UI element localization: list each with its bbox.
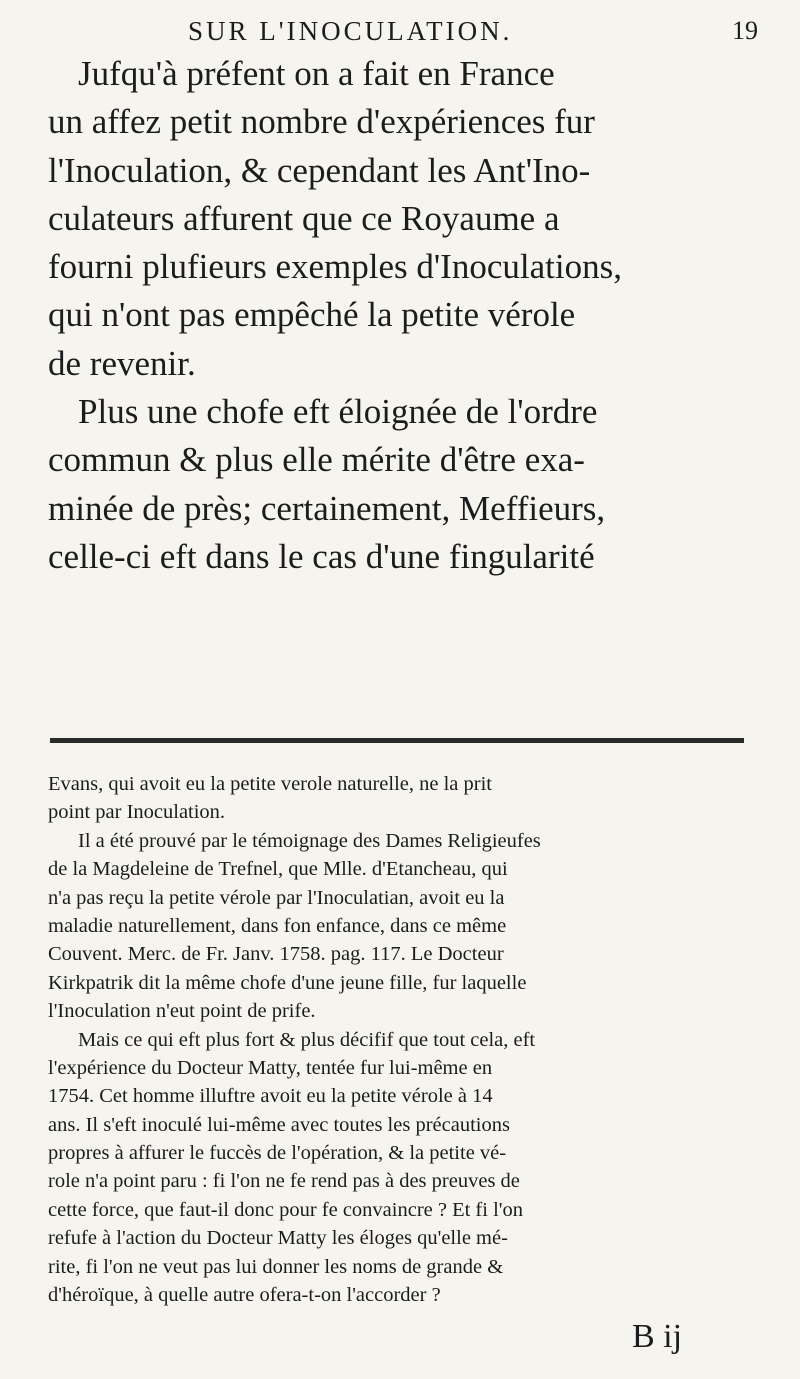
footnote-line: 1754. Cet homme illuftre avoit eu la petite vérole à 14	[48, 1085, 493, 1108]
footnote-line: propres à affurer le fuccès de l'opération, & la petite vé-	[48, 1142, 507, 1165]
text-line: l'Inoculation, & cependant les Ant'Ino-	[48, 150, 591, 190]
signature-mark: B ij	[632, 1318, 683, 1355]
text-line: Jufqu'à préfent on a fait en France	[78, 54, 555, 93]
footnote-line: n'a pas reçu la petite vérole par l'Inoculatian, avoit eu la	[48, 886, 505, 909]
text-line: culateurs affurent que ce Royaume a	[48, 198, 560, 238]
page-number: 19	[732, 16, 758, 45]
text-line: fourni plufieurs exemples d'Inoculations,	[48, 247, 622, 287]
text-line: un affez petit nombre d'expériences fur	[48, 102, 595, 142]
footnote-line: rite, fi l'on ne veut pas lui donner les noms de grande &	[48, 1255, 504, 1278]
footnote-line: Mais ce qui eft plus fort & plus décifif que tout cela, eft	[78, 1028, 536, 1051]
running-head	[188, 16, 758, 48]
footnote-line: role n'a point paru : fi l'on ne fe rend pas à des preuves de	[48, 1170, 520, 1193]
text-line: commun & plus elle mérite d'être exa-	[48, 440, 585, 480]
footnote-separator-rule	[50, 738, 744, 743]
footnote-line: Il a été prouvé par le témoignage des Dames Religieufes	[78, 829, 541, 852]
text-line: qui n'ont pas empêché la petite vérole	[48, 295, 576, 335]
footnote-line: maladie naturellement, dans fon enfance, dans ce même	[48, 914, 507, 937]
footnote-line: Evans, qui avoit eu la petite verole naturelle, ne la prit	[48, 773, 493, 795]
footnote-line: cette force, que faut-il donc pour fe convaincre ? Et fi l'on	[48, 1198, 523, 1221]
text-line: celle-ci eft dans le cas d'une fingularité	[48, 536, 595, 576]
footnote-line: Kirkpatrik dit la même chofe d'une jeune fille, fur laquelle	[48, 971, 527, 994]
footnote-line: point par Inoculation.	[48, 801, 226, 824]
footnotes-block	[48, 770, 753, 1309]
running-title: SUR L'INOCULATION.	[188, 16, 513, 46]
text-line: Plus une chofe eft éloignée de l'ordre	[78, 392, 598, 432]
main-text-block	[48, 50, 788, 581]
text-line: minée de près; certainement, Meffieurs,	[48, 488, 606, 528]
footnote-line: de la Magdeleine de Trefnel, que Mlle. d'Etancheau, qui	[48, 858, 508, 881]
footnote-line: l'Inoculation n'eut point de prife.	[48, 1000, 316, 1023]
footnote-line: refufe à l'action du Docteur Matty les éloges qu'elle mé-	[48, 1227, 508, 1250]
footnote-line: ans. Il s'eft inoculé lui-même avec toutes les précautions	[48, 1113, 510, 1136]
footnote-line: Couvent. Merc. de Fr. Janv. 1758. pag. 117. Le Docteur	[48, 943, 504, 966]
footnote-line: d'héroïque, à quelle autre ofera-t-on l'accorder ?	[48, 1284, 441, 1307]
footnote-line: l'expérience du Docteur Matty, tentée fur lui-même en	[48, 1056, 493, 1079]
text-line: de revenir.	[48, 343, 196, 383]
